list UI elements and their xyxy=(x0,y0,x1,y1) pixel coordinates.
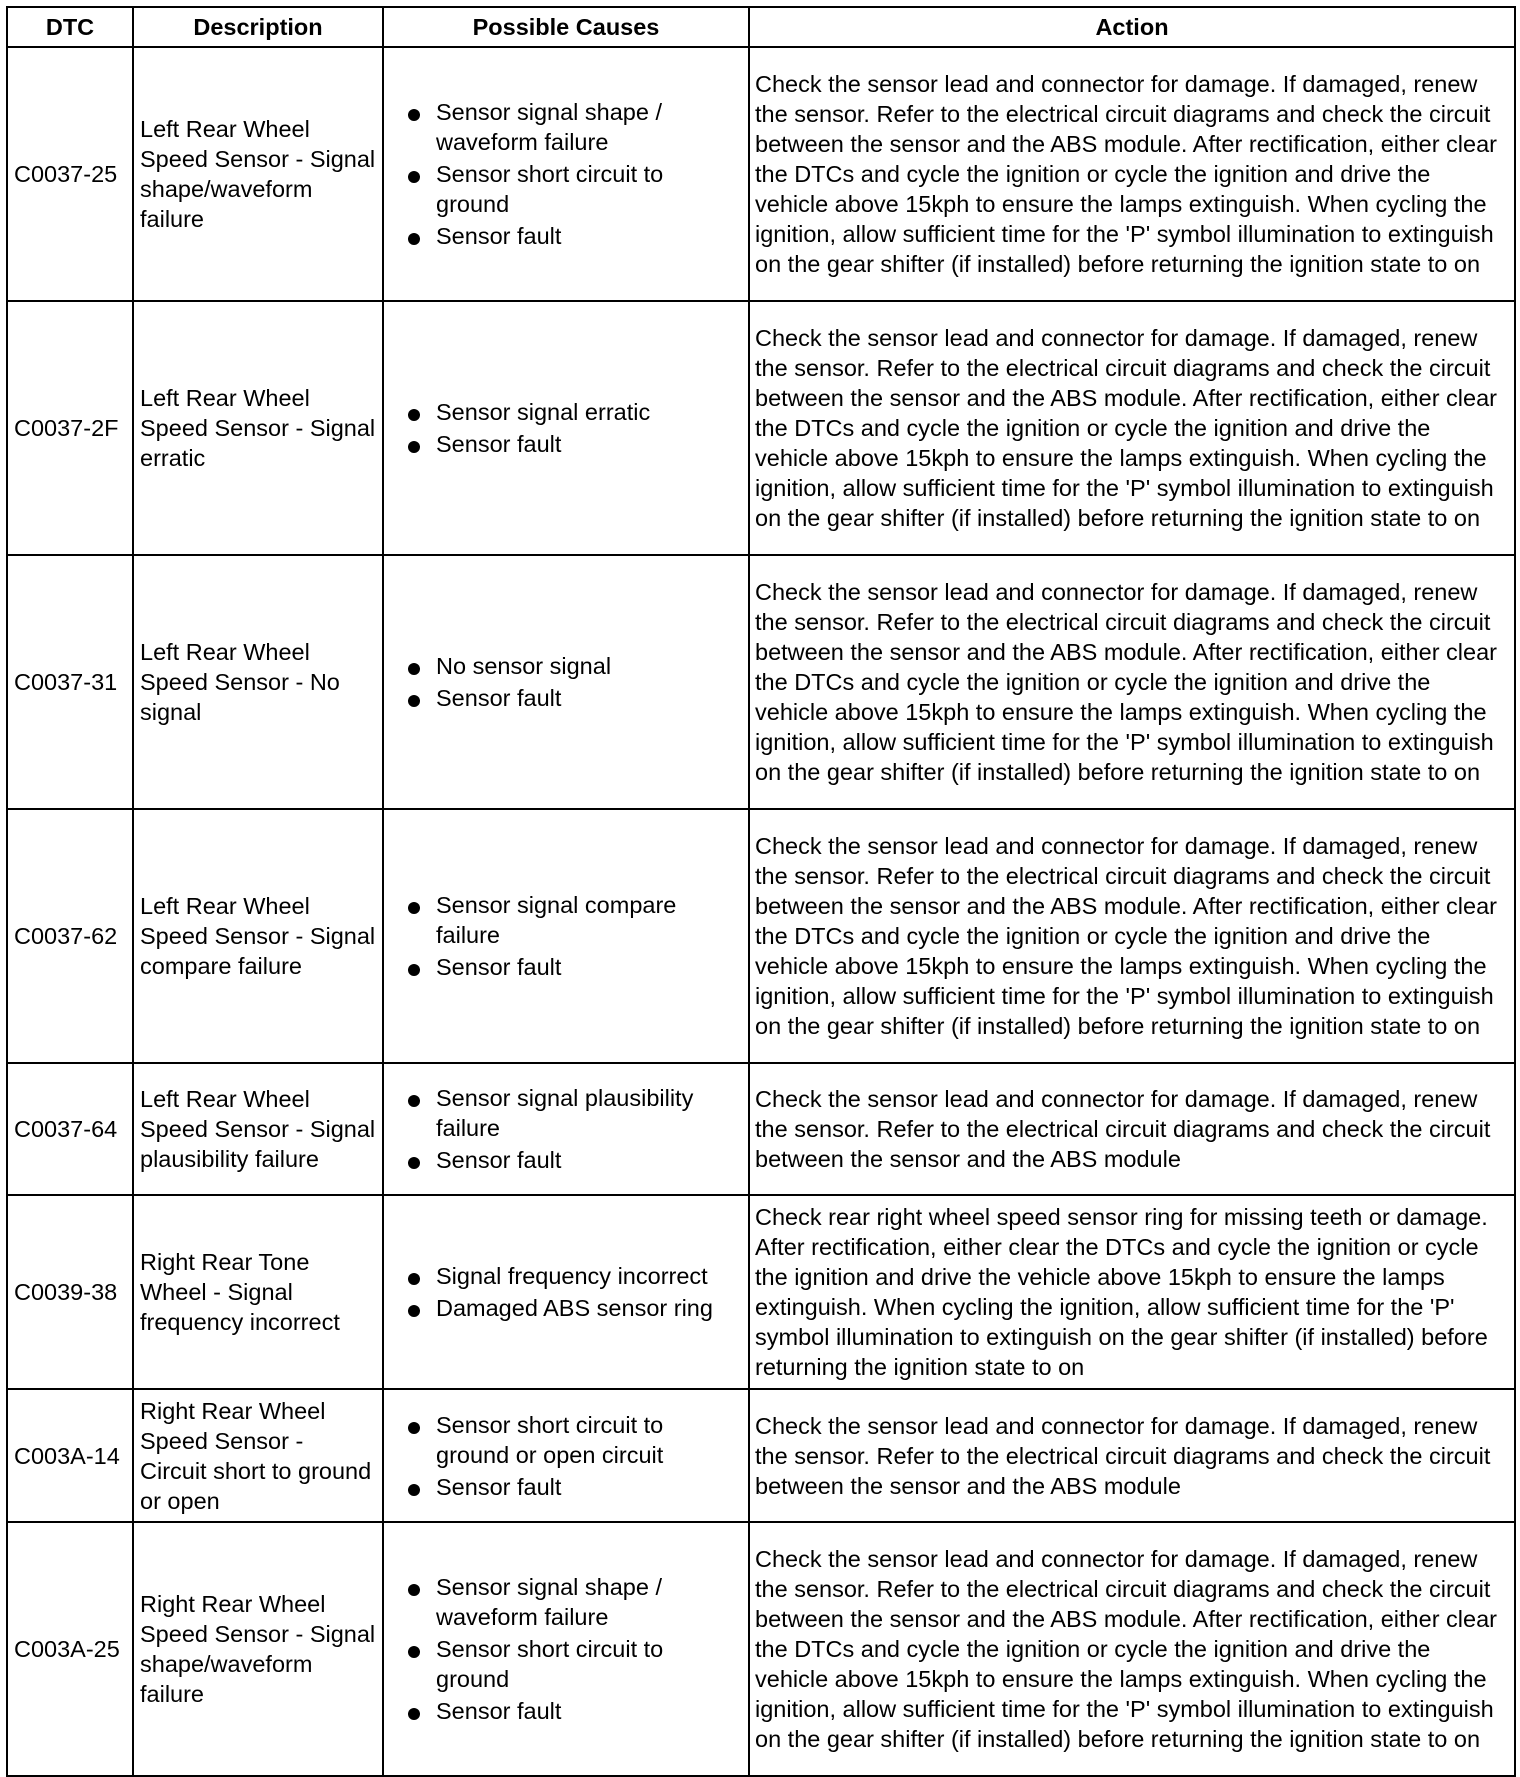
bullet-icon xyxy=(408,409,420,421)
causes-list xyxy=(404,1083,742,1175)
cause-text: Sensor signal plausibility failure xyxy=(436,1085,694,1141)
bullet-icon xyxy=(408,1273,420,1285)
cause-item xyxy=(404,952,742,982)
dtc-description: Right Rear Wheel Speed Sensor - Circuit short to ground or open xyxy=(133,1389,383,1522)
cause-item xyxy=(404,1696,742,1726)
cause-text: Sensor fault xyxy=(436,1473,562,1500)
cause-text: No sensor signal xyxy=(436,653,612,679)
causes-list xyxy=(404,890,742,982)
action-text: Check the sensor lead and connector for damage. If damaged, renew the sensor. Refer to the electrical circuit diagrams and check the circuit between the sensor and the ABS module xyxy=(749,1389,1515,1522)
bullet-icon xyxy=(408,171,420,183)
table-row xyxy=(7,1195,1515,1389)
table-row xyxy=(7,809,1515,1063)
cause-item xyxy=(404,97,742,157)
bullet-icon xyxy=(408,109,420,121)
causes-list xyxy=(404,651,742,713)
dtc-description: Left Rear Wheel Speed Sensor - Signal compare failure xyxy=(133,809,383,1063)
cause-item xyxy=(404,1472,742,1502)
cause-text: Sensor fault xyxy=(436,223,562,249)
table-row xyxy=(7,1389,1515,1522)
causes-list xyxy=(404,1410,742,1502)
bullet-icon xyxy=(408,1584,420,1596)
bullet-icon xyxy=(408,1157,420,1169)
possible-causes xyxy=(383,47,749,301)
cause-item xyxy=(404,1261,742,1291)
cause-text: Sensor signal shape / waveform failure xyxy=(436,1574,663,1630)
causes-list xyxy=(404,1572,742,1726)
dtc-description: Right Rear Wheel Speed Sensor - Signal shape/waveform failure xyxy=(133,1522,383,1776)
cause-item xyxy=(404,1410,742,1470)
causes-list xyxy=(404,1261,742,1323)
dtc-description: Left Rear Wheel Speed Sensor - Signal erratic xyxy=(133,301,383,555)
action-text: Check the sensor lead and connector for damage. If damaged, renew the sensor. Refer to the electrical circuit diagrams and check the circuit between the sensor and the ABS module. After rectification, either clear the DTCs and cycle the ignition or cycle the ignition and drive the vehicle above 15kph to ensure the lamps extinguish. When cycling the ignition, allow sufficient time for the 'P' symbol illumination to extinguish on the gear shifter (if installed) before returning the ignition state to on xyxy=(749,47,1515,301)
table-row xyxy=(7,301,1515,555)
cause-item xyxy=(404,651,742,681)
bullet-icon xyxy=(408,441,420,453)
header-row xyxy=(7,7,1515,47)
causes-list xyxy=(404,397,742,459)
dtc-code: C0037-25 xyxy=(7,47,133,301)
cause-text: Sensor fault xyxy=(436,685,562,711)
action-text: Check the sensor lead and connector for damage. If damaged, renew the sensor. Refer to the electrical circuit diagrams and check the circuit between the sensor and the ABS module. After rectification, either clear the DTCs and cycle the ignition or cycle the ignition and drive the vehicle above 15kph to ensure the lamps extinguish. When cycling the ignition, allow sufficient time for the 'P' symbol illumination to extinguish on the gear shifter (if installed) before returning the ignition state to on xyxy=(749,555,1515,809)
cause-text: Sensor fault xyxy=(436,1147,562,1173)
cause-item xyxy=(404,221,742,251)
bullet-icon xyxy=(408,902,420,914)
dtc-description: Right Rear Tone Wheel - Signal frequency incorrect xyxy=(133,1195,383,1389)
dtc-code: C0037-62 xyxy=(7,809,133,1063)
dtc-description: Left Rear Wheel Speed Sensor - Signal plausibility failure xyxy=(133,1063,383,1195)
cause-item xyxy=(404,429,742,459)
bullet-icon xyxy=(408,233,420,245)
dtc-code: C0037-2F xyxy=(7,301,133,555)
cause-text: Sensor signal erratic xyxy=(436,399,651,425)
possible-causes xyxy=(383,1063,749,1195)
bullet-icon xyxy=(408,1095,420,1107)
cause-text: Sensor short circuit to ground xyxy=(436,1636,664,1692)
causes-list xyxy=(404,97,742,251)
header-action: Action xyxy=(749,7,1515,47)
possible-causes xyxy=(383,1389,749,1522)
cause-text: Damaged ABS sensor ring xyxy=(436,1295,713,1321)
possible-causes xyxy=(383,1195,749,1389)
bullet-icon xyxy=(408,1305,420,1317)
cause-item xyxy=(404,159,742,219)
action-text: Check rear right wheel speed sensor ring for missing teeth or damage. After rectification, either clear the DTCs and cycle the ignition or cycle the ignition and drive the vehicle above 15kph to ensure the lamps extinguish. When cycling the ignition, allow sufficient time for the 'P' symbol illumination to extinguish on the gear shifter (if installed) before returning the ignition state to on xyxy=(749,1195,1515,1389)
cause-text: Sensor fault xyxy=(436,431,562,457)
table-row xyxy=(7,1063,1515,1195)
dtc-description: Left Rear Wheel Speed Sensor - Signal shape/waveform failure xyxy=(133,47,383,301)
bullet-icon xyxy=(408,964,420,976)
cause-item xyxy=(404,1634,742,1694)
possible-causes xyxy=(383,1522,749,1776)
action-text: Check the sensor lead and connector for damage. If damaged, renew the sensor. Refer to the electrical circuit diagrams and check the circuit between the sensor and the ABS module. After rectification, either clear the DTCs and cycle the ignition or cycle the ignition and drive the vehicle above 15kph to ensure the lamps extinguish. When cycling the ignition, allow sufficient time for the 'P' symbol illumination to extinguish on the gear shifter (if installed) before returning the ignition state to on xyxy=(749,1522,1515,1776)
cause-text: Sensor signal shape / waveform failure xyxy=(436,99,663,155)
table-row xyxy=(7,555,1515,809)
bullet-icon xyxy=(408,695,420,707)
bullet-icon xyxy=(408,1646,420,1658)
bullet-icon xyxy=(408,1708,420,1720)
bullet-icon xyxy=(408,1422,420,1434)
table-row xyxy=(7,47,1515,301)
cause-text: Sensor fault xyxy=(436,1698,562,1724)
dtc-code: C0037-31 xyxy=(7,555,133,809)
possible-causes xyxy=(383,301,749,555)
table-row xyxy=(7,1522,1515,1776)
possible-causes xyxy=(383,555,749,809)
dtc-code: C0037-64 xyxy=(7,1063,133,1195)
cause-item xyxy=(404,683,742,713)
action-text: Check the sensor lead and connector for damage. If damaged, renew the sensor. Refer to the electrical circuit diagrams and check the circuit between the sensor and the ABS module. After rectification, either clear the DTCs and cycle the ignition or cycle the ignition and drive the vehicle above 15kph to ensure the lamps extinguish. When cycling the ignition, allow sufficient time for the 'P' symbol illumination to extinguish on the gear shifter (if installed) before returning the ignition state to on xyxy=(749,809,1515,1063)
cause-text: Sensor fault xyxy=(436,954,562,980)
bullet-icon xyxy=(408,1484,420,1496)
action-text: Check the sensor lead and connector for damage. If damaged, renew the sensor. Refer to the electrical circuit diagrams and check the circuit between the sensor and the ABS module xyxy=(749,1063,1515,1195)
bullet-icon xyxy=(408,663,420,675)
cause-item xyxy=(404,1293,742,1323)
dtc-code: C003A-14 xyxy=(7,1389,133,1522)
cause-item xyxy=(404,890,742,950)
cause-item xyxy=(404,1083,742,1143)
action-text: Check the sensor lead and connector for damage. If damaged, renew the sensor. Refer to the electrical circuit diagrams and check the circuit between the sensor and the ABS module. After rectification, either clear the DTCs and cycle the ignition or cycle the ignition and drive the vehicle above 15kph to ensure the lamps extinguish. When cycling the ignition, allow sufficient time for the 'P' symbol illumination to extinguish on the gear shifter (if installed) before returning the ignition state to on xyxy=(749,301,1515,555)
cause-item xyxy=(404,1572,742,1632)
dtc-code: C0039-38 xyxy=(7,1195,133,1389)
header-dtc: DTC xyxy=(7,7,133,47)
cause-text: Sensor short circuit to ground xyxy=(436,161,664,217)
cause-item xyxy=(404,397,742,427)
possible-causes xyxy=(383,809,749,1063)
table-body xyxy=(7,47,1515,1776)
dtc-code: C003A-25 xyxy=(7,1522,133,1776)
cause-text: Signal frequency incorrect xyxy=(436,1263,708,1289)
header-possible-causes: Possible Causes xyxy=(383,7,749,47)
header-description: Description xyxy=(133,7,383,47)
dtc-table xyxy=(6,6,1516,1777)
cause-item xyxy=(404,1145,742,1175)
dtc-description: Left Rear Wheel Speed Sensor - No signal xyxy=(133,555,383,809)
cause-text: Sensor signal compare failure xyxy=(436,892,677,948)
cause-text: Sensor short circuit to ground or open circuit xyxy=(436,1411,664,1468)
